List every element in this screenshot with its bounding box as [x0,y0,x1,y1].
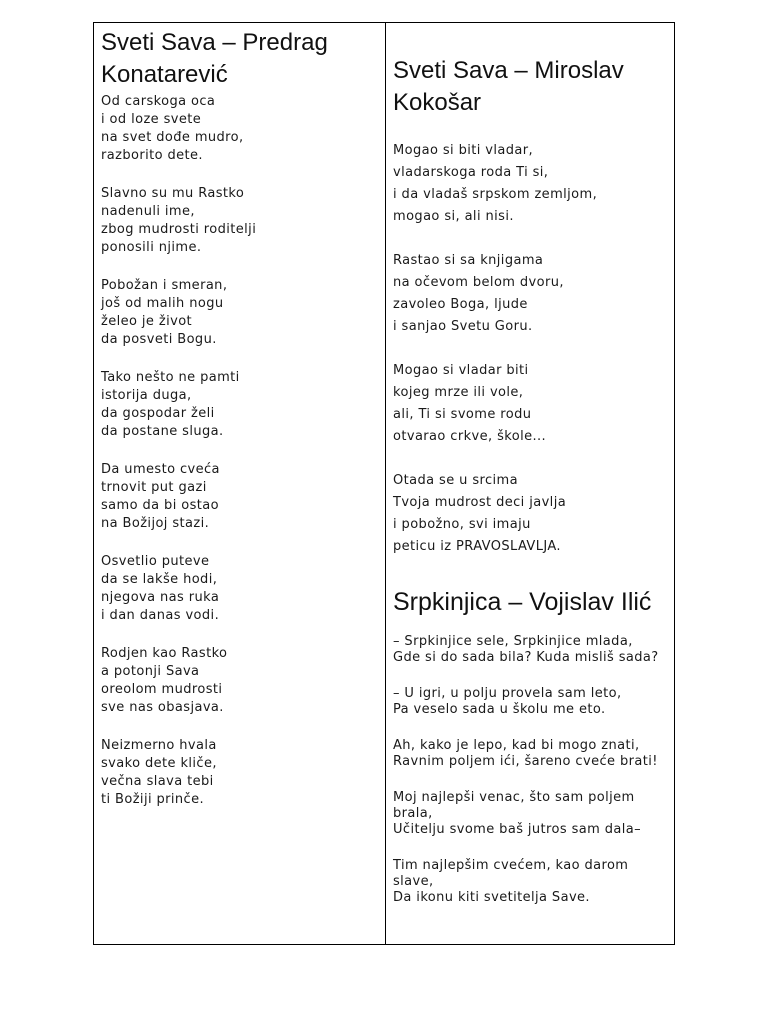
verse-line: zbog mudrosti roditelji [101,222,257,237]
verse-line: Tim najlepšim cvećem, kao darom slave, [393,858,629,889]
poem-body-vojislav [393,634,673,906]
verse-line: Mogao si biti vladar, [393,143,534,158]
verse-line: da posveti Bogu. [101,332,217,347]
verse-line: istorija duga, [101,388,192,403]
verse-line: mogao si, ali nisi. [393,209,514,224]
stanza [101,737,381,809]
verse-line: a potonji Sava [101,664,200,679]
left-column [101,23,381,809]
stanza [393,858,643,906]
verse-line: Gde si do sada bila? Kuda misliš sada? [393,650,659,665]
verse-line: Pobožan i smeran, [101,278,228,293]
verse-line: sve nas obasjava. [101,700,224,715]
verse-line: – U igri, u polju provela sam leto, [393,686,622,701]
right-column [393,23,673,906]
verse-line: Od carskoga oca [101,94,216,109]
verse-line: da gospodar želi [101,406,215,421]
verse-line: zavoleo Boga, ljude [393,297,528,312]
verse-line: razborito dete. [101,148,203,163]
verse-line: Otada se u srcima [393,473,518,488]
verse-line: Rodjen kao Rastko [101,646,228,661]
verse-line: Učitelju svome baš jutros sam dala– [393,822,641,837]
verse-line: trnovit put gazi [101,480,207,495]
poem-title-predrag: Sveti Sava – Predrag Konatarević [101,29,328,88]
verse-line: njegova nas ruka [101,590,220,605]
poem-body-miroslav [393,140,673,558]
stanza [393,360,673,448]
poem-title-vojislav: Srpkinjica – Vojislav Ilić [393,588,652,616]
stanza [393,790,643,838]
stanza [101,185,381,257]
poem-title-miroslav: Sveti Sava – Miroslav Kokošar [393,57,624,116]
stanza [393,738,673,770]
verse-line: i od loze svete [101,112,202,127]
verse-line: svako dete kliče, [101,756,217,771]
stanza [101,645,381,717]
verse-line: želeo je život [101,314,193,329]
stanza [393,470,673,558]
verse-line: samo da bi ostao [101,498,219,513]
verse-line: na očevom belom dvoru, [393,275,564,290]
verse-line: na Božijoj stazi. [101,516,210,531]
verse-line: na svet dođe mudro, [101,130,244,145]
verse-line: još od malih nogu [101,296,224,311]
verse-line: ti Božiji prinče. [101,792,205,807]
verse-line: Rastao si sa knjigama [393,253,544,268]
verse-line: ali, Ti si svome rodu [393,407,532,422]
stanza [101,461,381,533]
verse-line: da postane sluga. [101,424,224,439]
verse-line: Ravnim poljem ići, šareno cveće brati! [393,754,658,769]
verse-line: Tvoja mudrost deci javlja [393,495,567,510]
verse-line: peticu iz PRAVOSLAVLJA. [393,539,561,554]
verse-line: da se lakše hodi, [101,572,218,587]
verse-line: nadenuli ime, [101,204,195,219]
poem-body-predrag [101,93,381,809]
verse-line: i sanjao Svetu Goru. [393,319,533,334]
verse-line: Slavno su mu Rastko [101,186,245,201]
verse-line: vladarskoga roda Ti si, [393,165,549,180]
verse-line: Da umesto cveća [101,462,220,477]
stanza [393,686,673,718]
stanza [101,553,381,625]
verse-line: Ah, kako je lepo, kad bi mogo znati, [393,738,640,753]
stanza [393,634,673,666]
verse-line: večna slava tebi [101,774,214,789]
verse-line: ponosili njime. [101,240,202,255]
verse-line: Moj najlepši venac, što sam poljem brala, [393,790,635,821]
stanza [101,93,381,165]
column-divider [385,23,386,944]
verse-line: Neizmerno hvala [101,738,217,753]
verse-line: i dan danas vodi. [101,608,220,623]
verse-line: – Srpkinjice sele, Srpkinjice mlada, [393,634,633,649]
stanza [101,369,381,441]
verse-line: Da ikonu kiti svetitelja Save. [393,890,590,905]
verse-line: i da vladaš srpskom zemljom, [393,187,598,202]
poem-table [93,22,675,945]
verse-line: i pobožno, svi imaju [393,517,531,532]
verse-line: oreolom mudrosti [101,682,223,697]
verse-line: Pa veselo sada u školu me eto. [393,702,606,717]
verse-line: Mogao si vladar biti [393,363,529,378]
stanza [393,140,673,228]
verse-line: otvarao crkve, škole... [393,429,547,444]
stanza [393,250,673,338]
verse-line: kojeg mrze ili vole, [393,385,524,400]
verse-line: Osvetlio puteve [101,554,210,569]
stanza [101,277,381,349]
verse-line: Tako nešto ne pamti [101,370,240,385]
